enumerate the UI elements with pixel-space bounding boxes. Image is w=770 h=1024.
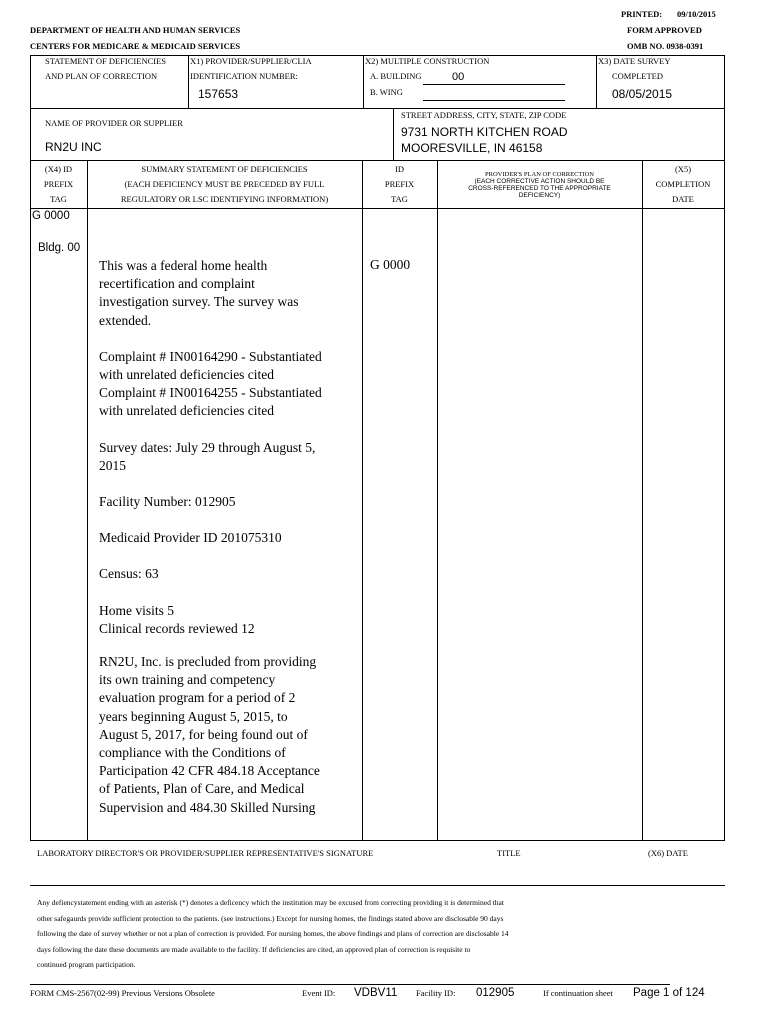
summary-header <box>87 164 362 204</box>
x5-line3: DATE <box>672 194 694 204</box>
paragraph-medicaid <box>99 529 361 547</box>
disclaimer <box>37 895 717 973</box>
centers-name: CENTERS FOR MEDICARE & MEDICAID SERVICES <box>30 41 241 51</box>
wing-underline <box>423 100 565 101</box>
paragraph-dates <box>99 439 361 475</box>
director-signature-label: LABORATORY DIRECTOR'S OR PROVIDER/SUPPLIER REPRESENTATIVE'S SIGNATURE <box>37 848 374 858</box>
text-line: of Patients, Plan of Care, and Medical <box>99 781 305 797</box>
text-line: This was a federal home health <box>99 258 268 273</box>
rule-x2-left <box>363 55 364 108</box>
address-line-2: MOORESVILLE, IN 46158 <box>401 141 543 155</box>
rule-header-bottom <box>30 208 725 209</box>
statement-label: STATEMENT OF DEFICIENCIES <box>45 56 167 66</box>
provider-id-value: 157653 <box>198 87 239 101</box>
paragraph-preclusion <box>99 653 361 817</box>
x4-line3: TAG <box>50 194 67 204</box>
paragraph-facility <box>99 493 361 511</box>
rule-right <box>724 55 725 840</box>
text-line: Complaint # IN00164255 - Substantiated <box>99 385 322 401</box>
tag-left: G 0000 <box>32 210 70 222</box>
plan-of-correction-label: AND PLAN OF CORRECTION <box>45 71 158 81</box>
text-line: compliance with the Conditions of <box>99 745 286 761</box>
rule-col-date <box>642 160 643 840</box>
id-line1: ID <box>395 164 404 174</box>
summary-line2: (EACH DEFICIENCY MUST BE PRECEDED BY FULL <box>124 179 325 189</box>
text-line: Home visits 5 <box>99 602 175 618</box>
tag-right: G 0000 <box>370 257 411 272</box>
rule-col-plan <box>437 160 438 840</box>
rule-address-left <box>393 108 394 160</box>
text-line: Medicaid Provider ID 201075310 <box>99 530 282 546</box>
text-line: extended. <box>99 312 152 328</box>
x5-header <box>642 164 724 204</box>
id-line2: PREFIX <box>384 179 415 189</box>
facility-id-label: Facility ID: <box>416 988 456 998</box>
wing-label: B. WING <box>370 87 403 97</box>
address-label: STREET ADDRESS, CITY, STATE, ZIP CODE <box>401 110 567 120</box>
text-line: 2015 <box>99 457 126 473</box>
paragraph-census <box>99 565 361 583</box>
rule-col-summary <box>87 160 88 840</box>
form-number: FORM CMS-2567(02-99) Previous Versions Obsolete <box>30 988 215 998</box>
text-line: Census: 63 <box>99 566 159 582</box>
plan-header <box>437 171 642 199</box>
provider-name-label: NAME OF PROVIDER OR SUPPLIER <box>45 118 183 128</box>
text-line: August 5, 2017, for being found out of <box>99 726 308 742</box>
x3-label: X3) DATE SURVEY <box>598 56 671 66</box>
x2-label: X2) MULTIPLE CONSTRUCTION <box>365 56 490 66</box>
facility-id-value: 012905 <box>476 987 515 999</box>
disclaimer-line: other safegaurds provide sufficient protection to the patients. (see instructions.) Except for nursing homes, the findings stated above are disclosable 90 days <box>37 913 504 923</box>
disclaimer-line: Any defiencystatement ending with an asterisk (*) denotes a deficency which the institution may be excused from correcting providing it is determined that <box>37 898 504 907</box>
x5-line2: COMPLETION <box>655 179 711 189</box>
plan-line4: DEFICIENCY) <box>518 192 561 199</box>
provider-name-value: RN2U INC <box>45 140 102 154</box>
text-line: RN2U, Inc. is precluded from providing <box>99 654 317 670</box>
event-id-value: VDBV11 <box>354 987 398 999</box>
text-line: Facility Number: 012905 <box>99 494 236 510</box>
deficiency-summary <box>99 257 361 817</box>
page-number: Page 1 of 124 <box>633 987 705 999</box>
id-line3: TAG <box>391 194 408 204</box>
rule-provider-bottom <box>30 160 725 161</box>
paragraph-visits <box>99 602 361 638</box>
building-label: A. BUILDING <box>370 71 422 81</box>
rule-table-bottom <box>30 840 725 841</box>
address-line-1: 9731 NORTH KITCHEN ROAD <box>401 125 568 139</box>
plan-line3: CROSS-REFERENCED TO THE APPROPRIATE <box>468 185 611 192</box>
department-name: DEPARTMENT OF HEALTH AND HUMAN SERVICES <box>30 25 241 35</box>
text-line: Complaint # IN00164290 - Substantiated <box>99 348 322 364</box>
disclaimer-line: continued program participation. <box>37 960 136 969</box>
text-line: years beginning August 5, 2015, to <box>99 708 288 724</box>
building-tag: Bldg. 00 <box>38 242 81 254</box>
survey-date-value: 08/05/2015 <box>612 87 673 101</box>
disclaimer-line: days following the date these documents are made available to the facility. If deficiencies are cited, an approved plan of correction is requisite to <box>37 944 471 954</box>
x1-label: X1) PROVIDER/SUPPLIER/CLIA <box>190 56 312 66</box>
rule-x3-left <box>596 55 597 108</box>
rule-col-id <box>362 160 363 840</box>
building-value: 00 <box>452 71 465 83</box>
identification-label: IDENTIFICATION NUMBER: <box>190 71 298 81</box>
event-id-label: Event ID: <box>302 988 336 998</box>
continuation-label: If continuation sheet <box>543 988 613 998</box>
id-prefix-header <box>362 164 437 204</box>
summary-line1: SUMMARY STATEMENT OF DEFICIENCIES <box>141 164 308 174</box>
disclaimer-line: following the date of survey whether or not a plan of correction is provided. For nursing homes, the above findings and plans of correction are disclosable 14 <box>37 929 509 938</box>
plan-line2: (EACH CORRECTIVE ACTION SHOULD BE <box>474 178 605 185</box>
x4-line1: (X4) ID <box>44 164 73 174</box>
summary-line3: REGULATORY OR LSC IDENTIFYING INFORMATION) <box>120 194 329 204</box>
text-line: recertification and complaint <box>99 276 255 292</box>
rule-id-bottom <box>30 108 725 109</box>
paragraph-complaints <box>99 348 361 421</box>
form-approved: FORM APPROVED <box>627 25 702 35</box>
x4-line2: PREFIX <box>43 179 74 189</box>
paragraph-survey <box>99 257 361 330</box>
printed-date: 09/10/2015 <box>677 9 716 19</box>
text-line: Supervision and 484.30 Skilled Nursing <box>99 799 316 815</box>
text-line: evaluation program for a period of 2 <box>99 690 296 706</box>
text-line: Participation 42 CFR 484.18 Acceptance <box>99 763 320 779</box>
x5-line1: (X5) <box>674 164 692 174</box>
rule-footer-top <box>30 984 670 985</box>
text-line: with unrelated deficiencies cited <box>99 367 275 383</box>
text-line: with unrelated deficiencies cited <box>99 403 275 419</box>
building-underline <box>423 84 565 85</box>
completed-label: COMPLETED <box>612 71 663 81</box>
x6-date-label: (X6) DATE <box>648 848 688 858</box>
plan-line1: PROVIDER'S PLAN OF CORRECTION <box>485 171 594 178</box>
text-line: investigation survey. The survey was <box>99 294 299 310</box>
text-line: Survey dates: July 29 through August 5, <box>99 439 316 455</box>
title-label: TITLE <box>497 848 521 858</box>
text-line: its own training and competency <box>99 672 276 688</box>
rule-x1-left <box>188 55 189 108</box>
omb-number: OMB NO. 0938-0391 <box>627 41 704 51</box>
printed-label: PRINTED: <box>621 9 663 19</box>
x4-id-header <box>30 164 87 204</box>
rule-signature-bottom <box>30 885 725 886</box>
text-line: Clinical records reviewed 12 <box>99 620 255 636</box>
